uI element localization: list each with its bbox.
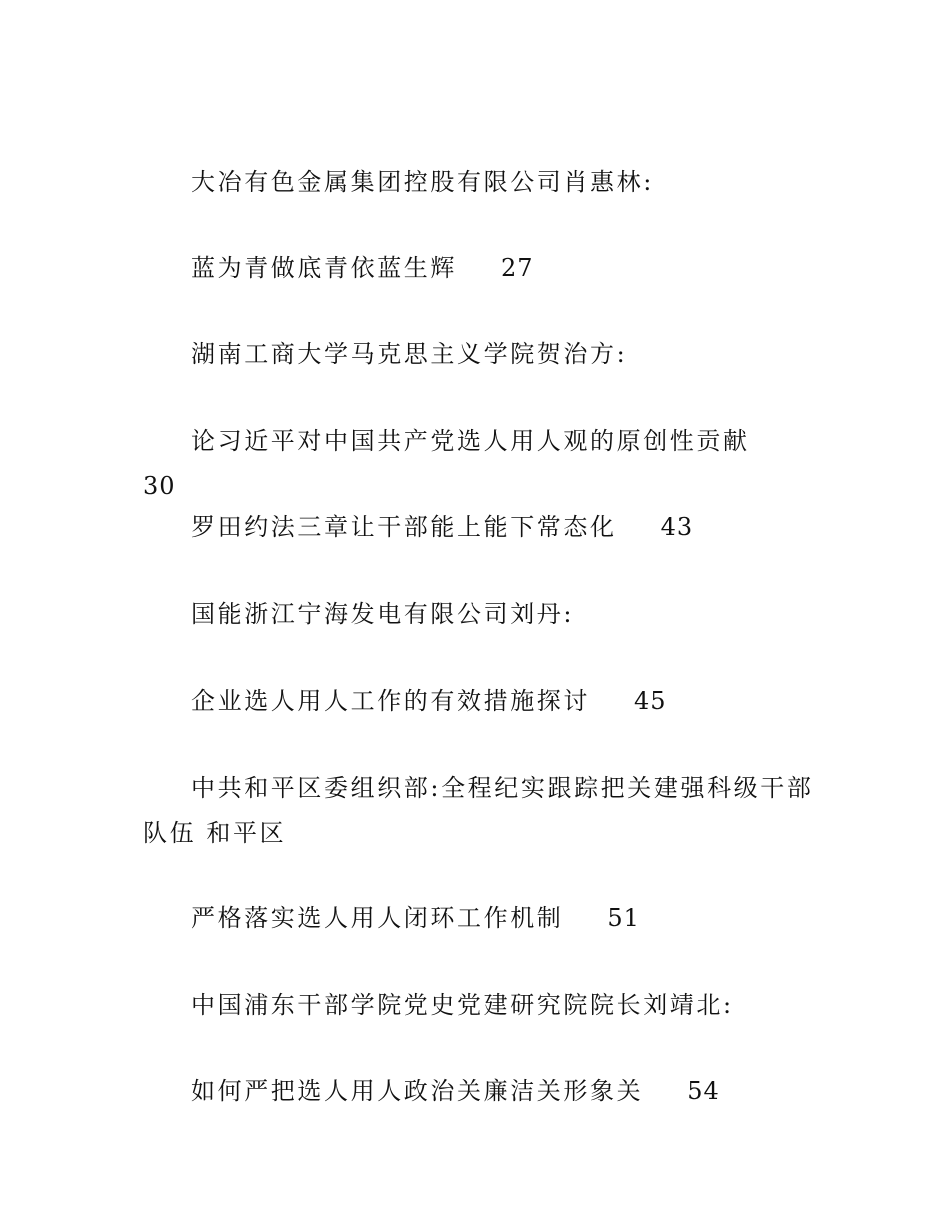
toc-title: 严格落实选人用人闭环工作机制	[191, 904, 564, 932]
toc-line	[143, 160, 823, 205]
toc-page-number: 45	[634, 687, 667, 715]
toc-line	[143, 592, 823, 637]
toc-line	[143, 896, 823, 941]
toc-line	[143, 679, 823, 724]
toc-page-number: 54	[687, 1077, 720, 1105]
toc-line	[143, 419, 823, 509]
toc-page-number: 27	[501, 254, 534, 282]
toc-title: 大冶有色金属集团控股有限公司肖惠林:	[191, 168, 654, 196]
toc-page-number: 51	[607, 904, 640, 932]
toc-line	[143, 505, 823, 550]
toc-title: 企业选人用人工作的有效措施探讨	[191, 687, 590, 715]
toc-line	[143, 246, 823, 291]
toc-title: 蓝为青做底青依蓝生辉	[191, 254, 457, 282]
toc-title: 罗田约法三章让干部能上能下常态化	[191, 513, 617, 541]
toc-title: 中共和平区委组织部:全程纪实跟踪把关建强科级干部队伍 和平区	[143, 774, 814, 847]
toc-line	[143, 1069, 823, 1114]
toc-title: 国能浙江宁海发电有限公司刘丹:	[191, 600, 575, 628]
toc-page-number: 30	[143, 472, 176, 500]
toc-title: 湖南工商大学马克思主义学院贺治方:	[191, 340, 628, 368]
toc-line	[143, 332, 823, 377]
toc-title: 如何严把选人用人政治关廉洁关形象关	[191, 1077, 644, 1105]
toc-title: 中国浦东干部学院党史党建研究院院长刘靖北:	[191, 991, 734, 1019]
toc-page-number: 43	[660, 513, 694, 541]
toc-line	[143, 766, 823, 856]
toc-title: 论习近平对中国共产党选人用人观的原创性贡献	[191, 427, 750, 455]
toc-line	[143, 983, 823, 1028]
